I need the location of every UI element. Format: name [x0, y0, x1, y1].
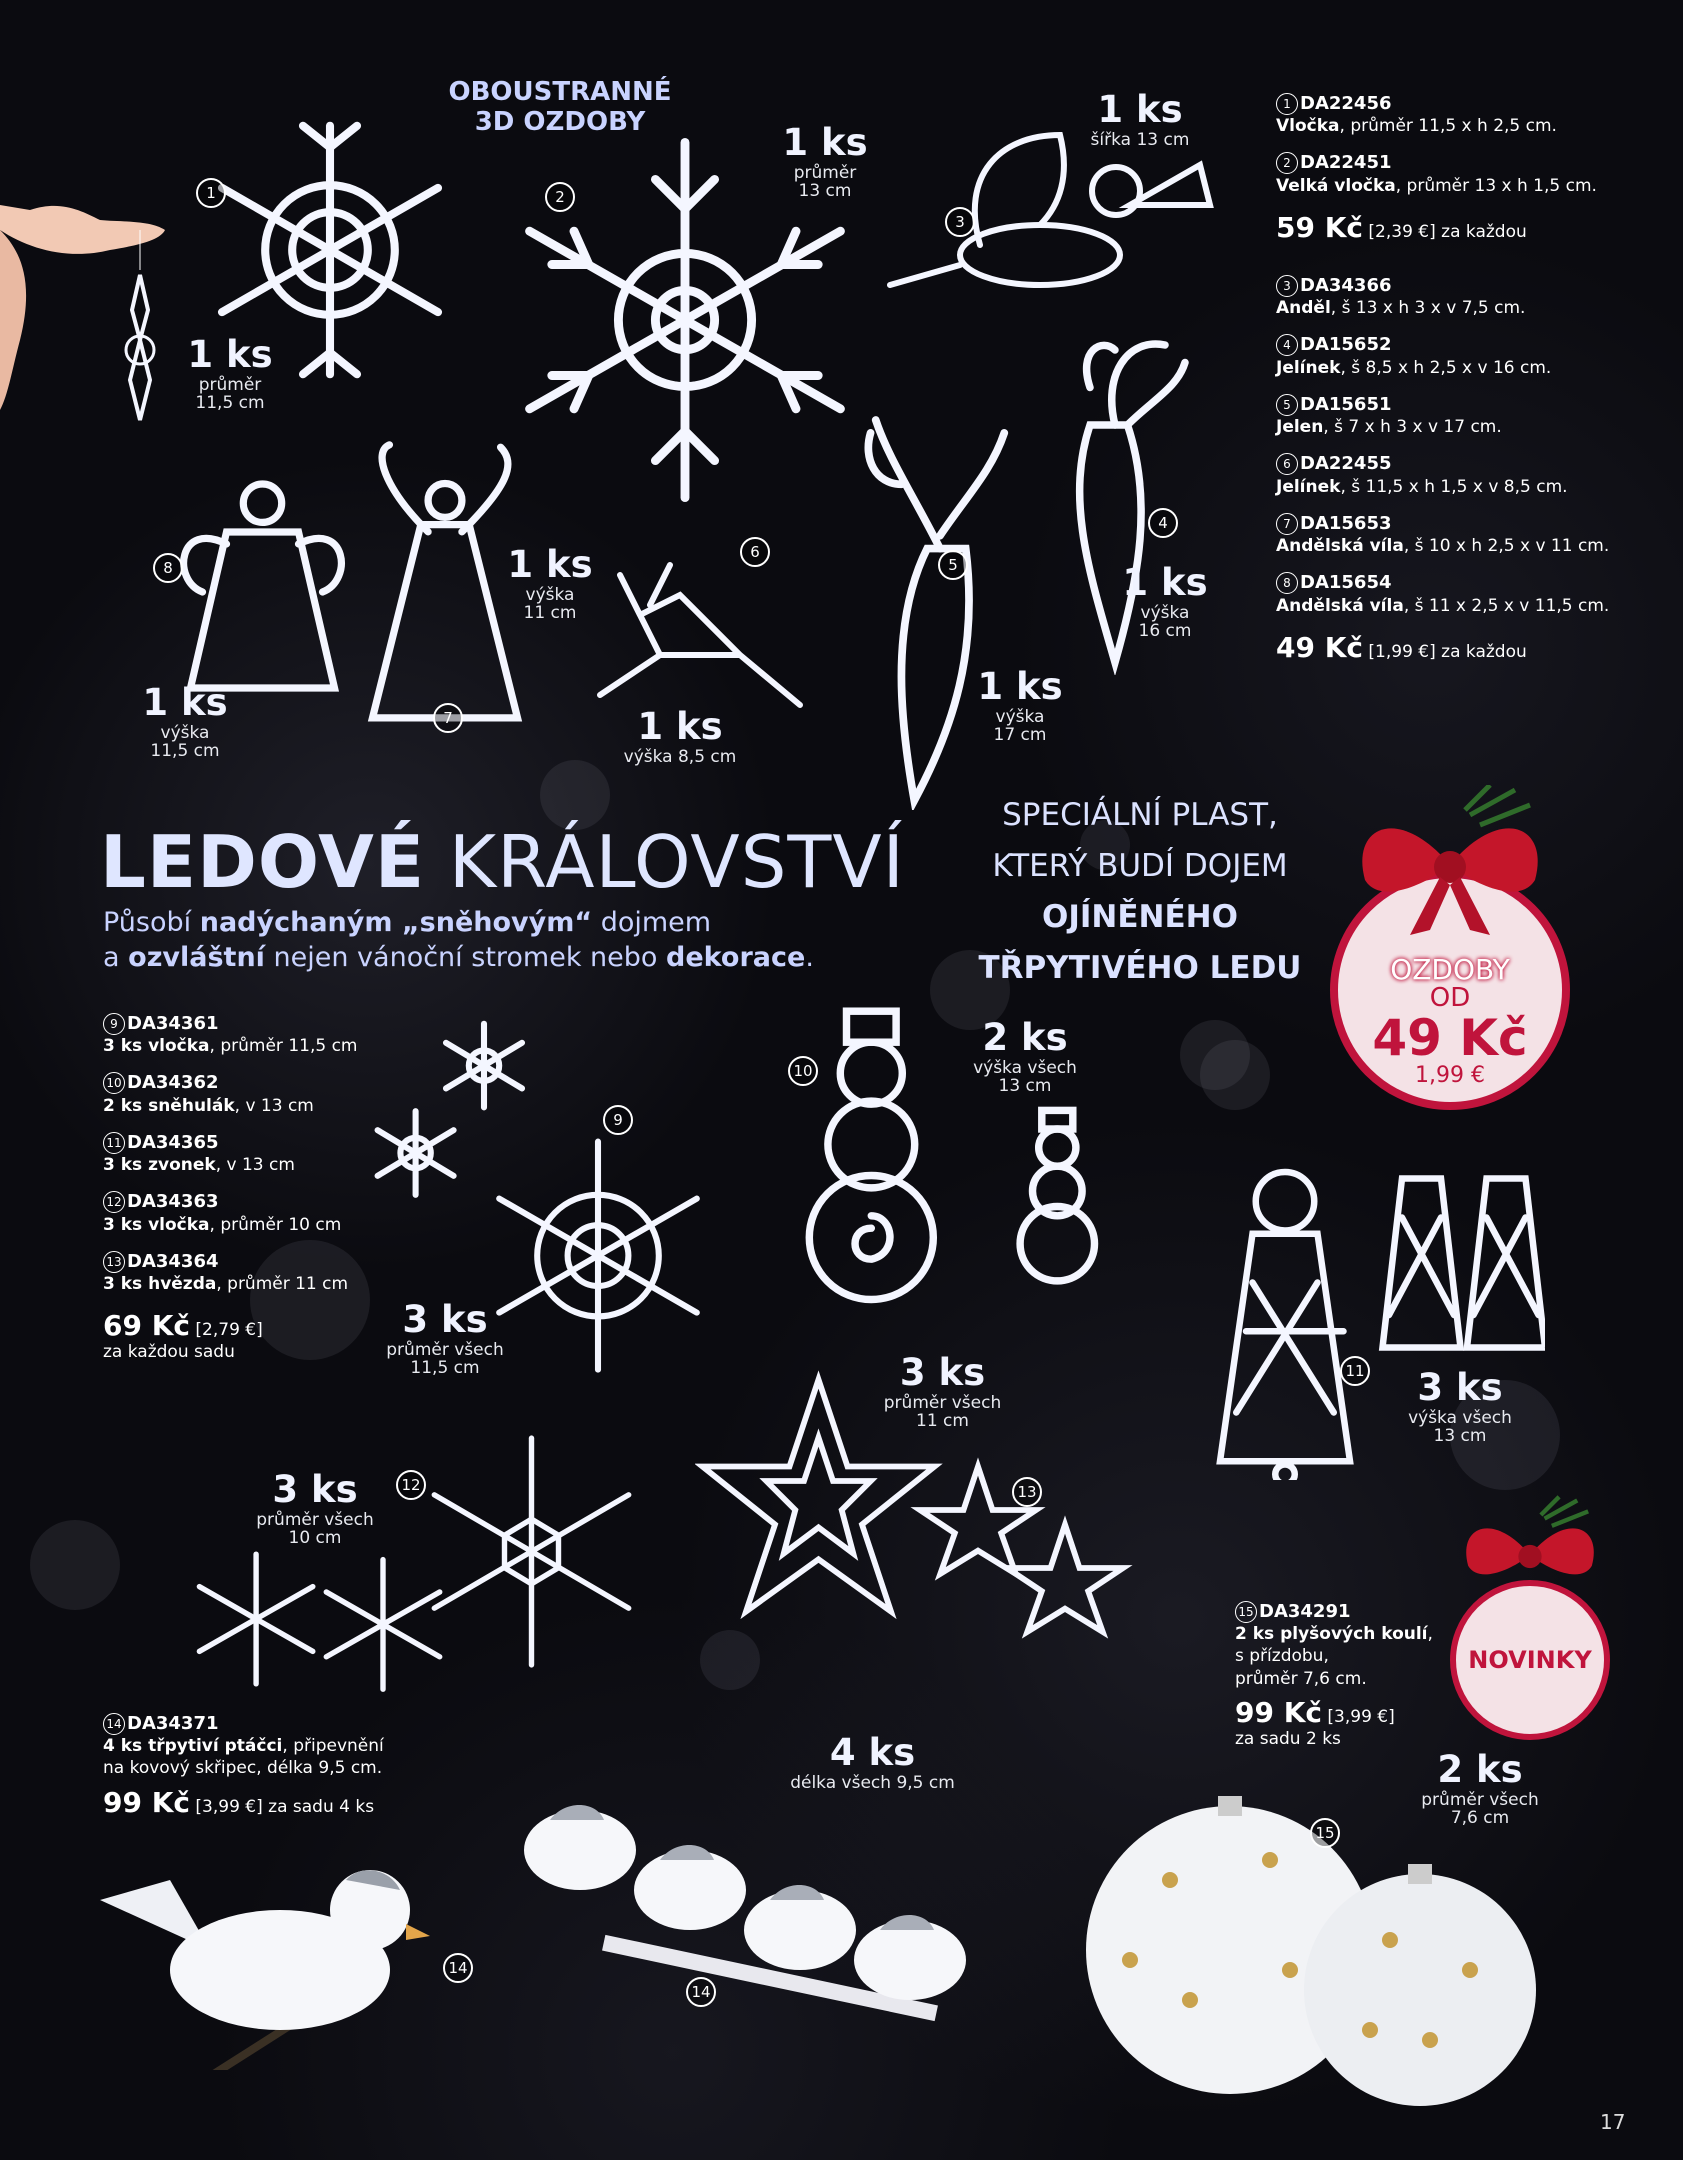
item-desc: , š 10 x h 2,5 x v 11 cm. — [1403, 536, 1610, 557]
qty-label-9: 2 ks výška všech 13 cm — [973, 1016, 1077, 1097]
hand-holding-ornament-image — [0, 110, 175, 450]
item-number: 1 — [1276, 93, 1298, 115]
price-rest: [2,39 €] za každou — [1363, 221, 1527, 242]
marker-10: 10 — [788, 1056, 818, 1086]
item-code: DA34361 — [127, 1013, 219, 1034]
title-light: KRÁLOVSTVÍ — [425, 820, 905, 904]
item-desc-2: s přízdobu, — [1235, 1646, 1329, 1667]
item-number: 14 — [103, 1713, 125, 1735]
item-code: DA22451 — [1300, 152, 1392, 174]
item-name: 3 ks vločka — [103, 1214, 210, 1235]
plush-balls-set — [1070, 1780, 1540, 2110]
item-desc: , průměr 11,5 x h 2,5 cm. — [1339, 116, 1557, 137]
item-number: 10 — [103, 1072, 125, 1094]
item-desc: , — [1427, 1624, 1433, 1645]
item-code: DA34364 — [127, 1250, 219, 1272]
qty-label-11: 3 ks průměr všech 11 cm — [883, 1351, 1002, 1432]
item-number: 15 — [1235, 1601, 1257, 1623]
item-name: Velká vločka — [1276, 175, 1396, 196]
marker-11: 11 — [1340, 1356, 1370, 1386]
marker-1: 1 — [196, 178, 226, 208]
marker-12: 12 — [396, 1470, 426, 1500]
marker-4: 4 — [1148, 508, 1178, 538]
item-name: Jelínek — [1276, 476, 1341, 497]
item-number: 8 — [1276, 572, 1298, 594]
qty-label-8: 1 ks výška 11,5 cm — [142, 681, 228, 762]
qty-label-13: 3 ks průměr všech 10 cm — [256, 1468, 374, 1549]
double-sided-3d-header: OBOUSTRANNÉ 3D OZDOBY — [448, 77, 672, 137]
list-item — [1276, 393, 1676, 438]
item-code: DA22455 — [1300, 453, 1392, 475]
qty-label-6: 1 ks výška 16 cm — [1122, 561, 1208, 642]
item-desc-2: na kovový skřipec, délka 9,5 cm. — [103, 1758, 383, 1779]
item-desc: , š 11 x 2,5 x v 11,5 cm. — [1403, 595, 1610, 616]
special-line-1: SPECIÁLNÍ PLAST, — [1002, 797, 1278, 833]
item-desc: , š 8,5 x h 2,5 x v 16 cm. — [1340, 357, 1552, 378]
price-99-balls — [1235, 1696, 1455, 1749]
badge-eur: 1,99 € — [1415, 1062, 1485, 1088]
item-desc: , průměr 11 cm — [216, 1274, 349, 1295]
qty-label-1: 1 ks průměr 11,5 cm — [187, 333, 273, 414]
item-code: DA34366 — [1300, 274, 1392, 296]
marker-6: 6 — [740, 537, 770, 567]
list-item — [1276, 571, 1676, 616]
product-15-info — [1235, 1600, 1455, 1749]
marker-9: 9 — [603, 1105, 633, 1135]
item-number: 11 — [103, 1132, 125, 1154]
item-name: Anděl — [1276, 298, 1331, 319]
deer-ornament-5 — [850, 390, 1030, 810]
item-code: DA22456 — [1300, 93, 1392, 114]
price-amount: 99 Kč — [103, 1785, 191, 1819]
list-item — [1276, 274, 1676, 319]
item-name: Vločka — [1276, 116, 1340, 137]
list-item — [1276, 92, 1676, 137]
list-item — [1276, 151, 1676, 196]
novinky-label: NOVINKY — [1468, 1646, 1592, 1674]
price-59 — [1276, 211, 1676, 244]
qty-label-5: 1 ks výška 8,5 cm — [623, 705, 737, 767]
item-desc: , š 13 x h 3 x v 7,5 cm. — [1330, 298, 1526, 319]
item-number: 3 — [1276, 275, 1298, 297]
item-number: 5 — [1276, 394, 1298, 416]
qty-label-10: 3 ks průměr všech 11,5 cm — [386, 1298, 504, 1379]
product-list-top — [1276, 92, 1676, 664]
title-bold: LEDOVÉ — [100, 820, 426, 904]
badge-line-1: OZDOBY — [1390, 953, 1510, 986]
page-subtitle: Působí nadýchaným „sněhovým“ dojmem a ozvláštní nejen vánoční stromek nebo dekorace. — [103, 907, 814, 974]
marker-5: 5 — [938, 550, 968, 580]
price-rest: [2,79 €] — [190, 1320, 263, 1341]
item-code: DA15654 — [1300, 572, 1392, 594]
item-name: 3 ks zvonek — [103, 1155, 216, 1176]
marker-7: 7 — [433, 703, 463, 733]
item-number: 2 — [1276, 152, 1298, 174]
glitter-bird-large — [90, 1840, 450, 2070]
price-amount: 69 Kč — [103, 1309, 191, 1343]
item-name: 4 ks třpytiví ptáčci — [103, 1736, 283, 1757]
item-number: 7 — [1276, 513, 1298, 535]
small-red-bow-icon — [1450, 1495, 1610, 1615]
item-name: Jelen — [1276, 417, 1324, 438]
item-number: 13 — [103, 1251, 125, 1273]
qty-label-7: 1 ks výška 17 cm — [977, 665, 1063, 746]
item-name: 3 ks hvězda — [103, 1274, 217, 1295]
item-code: DA34363 — [127, 1191, 219, 1213]
item-desc: , připevnění — [282, 1736, 384, 1757]
list-item — [1276, 333, 1676, 378]
product-14-info — [103, 1712, 443, 1819]
item-desc-3: průměr 7,6 cm. — [1235, 1668, 1367, 1689]
item-name: 2 ks sněhulák — [103, 1095, 235, 1116]
page-title — [100, 820, 905, 904]
price-line-2: za sadu 2 ks — [1235, 1728, 1341, 1749]
glitter-bird-set — [500, 1770, 1020, 2030]
price-amount: 49 Kč — [1276, 630, 1364, 664]
marker-14b: 14 — [686, 1977, 716, 2007]
badge-price: 49 Kč — [1372, 1008, 1528, 1067]
red-bow-icon — [1340, 785, 1560, 945]
item-code: DA34291 — [1259, 1601, 1351, 1622]
page-number: 17 — [1600, 2110, 1626, 2134]
item-number: 9 — [103, 1013, 125, 1035]
marker-2: 2 — [545, 182, 575, 212]
item-code: DA15653 — [1300, 512, 1392, 534]
price-49 — [1276, 631, 1676, 664]
item-name: Jelínek — [1276, 357, 1341, 378]
special-line-3: OJÍNĚNÉHO — [1042, 899, 1238, 936]
item-name: Andělská víla — [1276, 595, 1404, 616]
leaping-reindeer-ornament-6 — [580, 555, 830, 725]
item-code: DA15652 — [1300, 334, 1392, 356]
special-line-2: KTERÝ BUDÍ DOJEM — [992, 848, 1288, 885]
list-item — [1276, 512, 1676, 557]
item-desc: , průměr 13 x h 1,5 cm. — [1395, 175, 1597, 196]
list-item — [1235, 1600, 1455, 1690]
item-code: DA34362 — [127, 1072, 219, 1094]
item-desc: , š 11,5 x h 1,5 x v 8,5 cm. — [1340, 476, 1568, 497]
badge-line-2: OD — [1429, 983, 1471, 1013]
special-line-4: TŘPYTIVÉHO LEDU — [978, 950, 1302, 987]
item-code: DA34365 — [127, 1131, 219, 1153]
list-item — [1276, 452, 1676, 497]
qty-label-14: 4 ks délka všech 9,5 cm — [790, 1731, 955, 1793]
special-plastic-text — [955, 790, 1325, 995]
item-desc: , průměr 10 cm — [209, 1214, 342, 1235]
price-rest: [1,99 €] za každou — [1363, 641, 1527, 662]
item-number: 6 — [1276, 453, 1298, 475]
price-99-birds — [103, 1786, 443, 1819]
price-line-2: za každou sadu — [103, 1342, 235, 1363]
price-amount: 99 Kč — [1235, 1695, 1323, 1729]
item-desc: , v 13 cm — [234, 1095, 314, 1116]
marker-14a: 14 — [443, 1953, 473, 1983]
marker-8: 8 — [153, 553, 183, 583]
qty-label-4: 1 ks výška 11 cm — [507, 543, 593, 624]
qty-label-15: 2 ks průměr všech 7,6 cm — [1421, 1748, 1539, 1829]
angel-fairy-ornament-8 — [165, 460, 360, 700]
item-name: 2 ks plyšových koulí — [1235, 1624, 1428, 1645]
qty-label-3: 1 ks šířka 13 cm — [1090, 88, 1190, 150]
qty-label-2: 1 ks průměr 13 cm — [782, 121, 868, 202]
item-code: DA34371 — [127, 1713, 219, 1734]
list-item — [103, 1712, 443, 1780]
price-rest: [3,99 €] za sadu 4 ks — [190, 1796, 375, 1817]
item-code: DA15651 — [1300, 393, 1392, 415]
price-rest: [3,99 €] — [1322, 1706, 1395, 1727]
item-name: Andělská víla — [1276, 536, 1404, 557]
item-desc: , průměr 11,5 cm — [209, 1036, 358, 1057]
qty-label-12: 3 ks výška všech 13 cm — [1408, 1366, 1512, 1447]
item-desc: , v 13 cm — [215, 1155, 295, 1176]
marker-13: 13 — [1012, 1477, 1042, 1507]
item-number: 12 — [103, 1191, 125, 1213]
marker-3: 3 — [945, 207, 975, 237]
item-number: 4 — [1276, 334, 1298, 356]
price-amount: 59 Kč — [1276, 210, 1364, 244]
item-name: 3 ks vločka — [103, 1036, 210, 1057]
item-desc: , š 7 x h 3 x v 17 cm. — [1323, 417, 1502, 438]
marker-15: 15 — [1310, 1818, 1340, 1848]
